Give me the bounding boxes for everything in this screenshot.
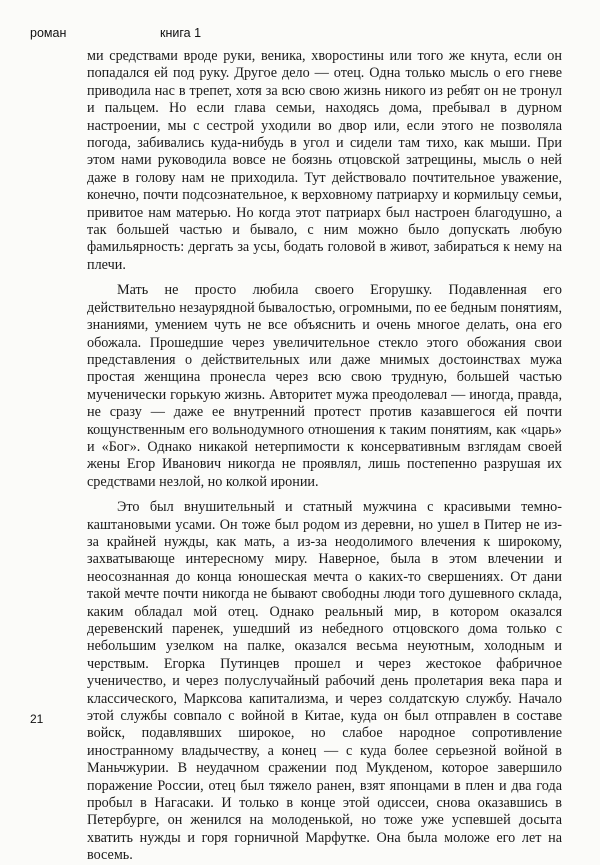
- running-head-section: роман: [30, 26, 67, 40]
- paragraph: Мать не просто любила своего Егорушку. Подавленная его действительно незаурядной бывалостью, огромными, по ее бедным понятиям, знаниями, умением чуть не все объяснить и очень многое делать, она его обожала. Прошедшие через увеличительное стекло этого обожания свои представления о действительных или даже мнимых достоинствах мужа простая женщина пронесла через всю свою трудную, большей частью мученически горькую жизнь. Авторитет мужа преодолевал — иногда, правда, не сразу — даже ее внутренний протест против казавшегося ей почти кощунственным его вольнодумного отношения к таким понятиям, как «царь» и «Бог». Однако никакой нетерпимости к консервативным взглядам своей жены Егор Иванович никогда не проявлял, лишь постепенно разрушая их средствами незлой, но колкой иронии.: [87, 282, 562, 490]
- paragraph: Это был внушительный и статный мужчина с красивыми темно-каштановыми усами. Он тоже был родом из деревни, но ушел в Питер не из-за крайней нужды, как мать, а из-за неодолимого влечения к широкому, захватывающе интересному миру. Наверное, была в этом влечении и неосознанная до конца юношеская мечта о каких-то свершениях. От дани такой мечте почти никогда не бывают свободны люди того душевного склада, каким обладал мой отец. Однако реальный мир, в котором оказался деревенский паренек, ушедший из небедного отцовского дома только с небольшим узелком на палке, оказался весьма неуютным, холодным и черствым. Егорка Путинцев прошел и через жестокое фабричное ученичество, и через полуслучайный рабочий день пролетария века пара и классического, Марксова капитализма, и через солдатскую службу. Начало этой службы совпало с войной в Китае, куда он был отправлен в составе войск, подавлявших широкое, но слабое народное сопротивление иностранному владычеству, а конец — с куда более серьезной войной в Маньчжурии. В неудачном сражении под Мукденом, которое завершило поражение России, отец был тяжело ранен, взят японцами в плен и два года пробыл в Нагасаки. И только в конце этой одиссеи, снова оказавшись в Петербурге, он женился на молоденькой, но тоже уже успевшей досыта хватить нужды и горя горничной Марфутке. Она была моложе его лет на восемь.: [87, 499, 562, 864]
- running-head-book: книга 1: [160, 26, 202, 40]
- paragraph-continued: ми средствами вроде руки, веника, хворостины или того же кнута, если он попадался ей под руку. Другое дело — отец. Одна только мысль о его гневе приводила нас в трепет, хотя за всю свою жизнь никого из ребят он не тронул и пальцем. Но если глава семьи, находясь дома, пребывал в дурном настроении, мы с сестрой уходили во двор или, если этого не позволяла погода, забивались куда-нибудь в угол и сидели там тихо, как мыши. При этом нами руководила вовсе не боязнь отцовской затрещины, мысль о ней даже в голову нам не приходила. Тут действовало почтительное уважение, конечно, почти подсознательное, к верховному патриарху и кормильцу семьи, привитое нам матерью. Но когда этот патриарх был настроен благодушно, а так большей частью и бывало, с ним можно было допускать любую фамильярность: дергать за усы, бодать головой в живот, забираться к нему на плечи.: [87, 48, 562, 273]
- running-head: [0, 26, 600, 46]
- body-text: [87, 48, 562, 865]
- page-number: 21: [30, 712, 44, 726]
